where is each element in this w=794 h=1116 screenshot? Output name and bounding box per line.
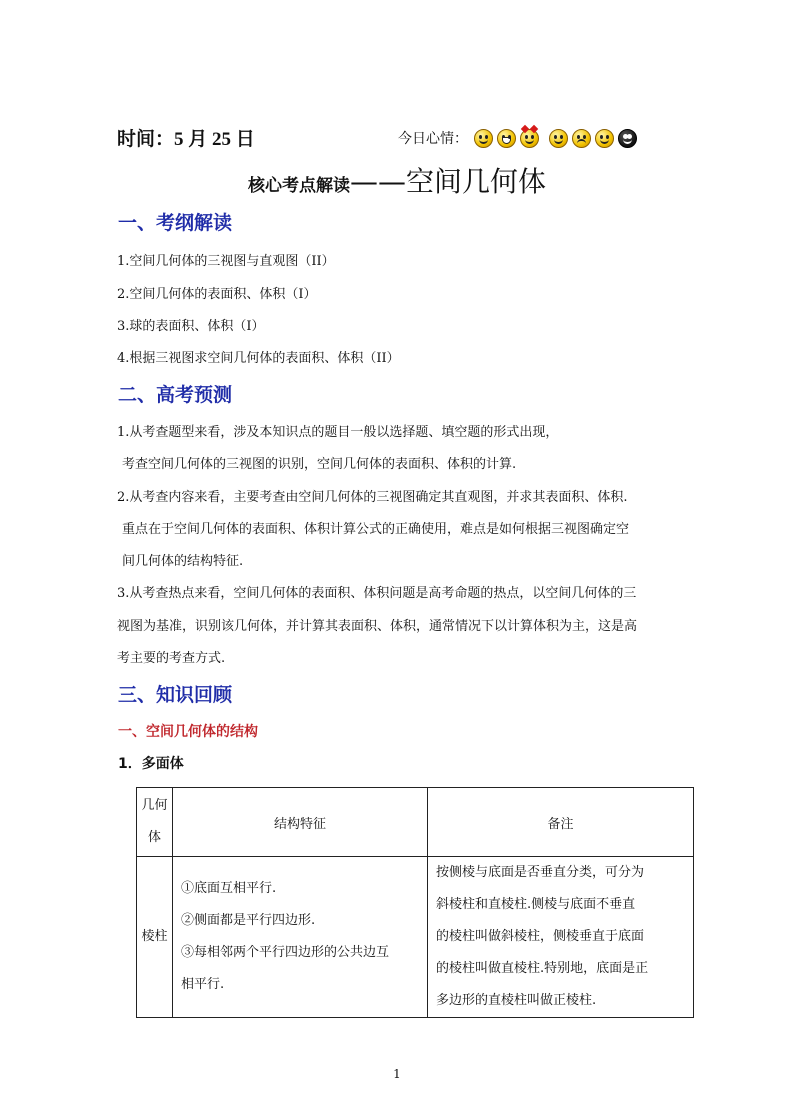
- syllabus-item: 3.球的表面积、体积（I）: [117, 319, 265, 334]
- header-cell-features: 结构特征: [173, 788, 428, 857]
- section-heading-2: 二、高考预测: [118, 384, 233, 406]
- date-text: 时间：5 月 25 日: [117, 129, 255, 150]
- subsubsection-heading: 1．多面体: [118, 756, 184, 772]
- prediction-line: 1.从考查题型来看，涉及本知识点的题目一般以选择题、填空题的形式出现，: [117, 425, 559, 440]
- think-face-icon: [549, 129, 568, 148]
- syllabus-item: 2.空间几何体的表面积、体积（I）: [117, 287, 317, 302]
- cell-features: [173, 857, 428, 1018]
- page-title: [0, 160, 794, 200]
- mood-row: [398, 128, 637, 148]
- subsection-heading: 一、空间几何体的结构: [118, 724, 258, 740]
- table-header-row: [137, 788, 694, 857]
- note-line: 按侧棱与底面是否垂直分类，可分为: [436, 865, 645, 880]
- cell-notes: [428, 857, 694, 1018]
- table-row: [137, 857, 694, 1018]
- page-number: 1: [393, 1067, 401, 1081]
- header-cell-solid: [137, 788, 173, 857]
- note-line: 的棱柱叫做直棱柱.特别地，底面是正: [436, 961, 649, 976]
- header-solid-line2: 体: [147, 830, 161, 845]
- feature-line: ③每相邻两个平行四边形的公共边互: [181, 945, 390, 960]
- section-heading-1: 一、考纲解读: [118, 212, 233, 234]
- prediction-line: 考主要的考查方式.: [117, 651, 226, 666]
- header-solid-line1: 几何: [141, 798, 168, 813]
- grin-face-icon: [497, 129, 516, 148]
- prediction-line: 重点在于空间几何体的表面积、体积计算公式的正确使用，难点是如何根据三视图确定空: [122, 522, 630, 537]
- note-line: 的棱柱叫做斜棱柱，侧棱垂直于底面: [436, 929, 645, 944]
- polyhedron-table: [136, 787, 694, 1018]
- prediction-line: 3.从考查热点来看，空间几何体的表面积、体积问题是高考命题的热点，以空间几何体的三: [117, 586, 637, 601]
- smirk-face-icon: [595, 129, 614, 148]
- cry-face-icon: [572, 129, 591, 148]
- title-dash: ——: [349, 165, 406, 198]
- title-main: 空间几何体: [405, 165, 546, 198]
- mood-label: 今日心情：: [398, 131, 468, 147]
- syllabus-item: 4.根据三视图求空间几何体的表面积、体积（II）: [117, 351, 400, 366]
- prediction-line: 视图为基准，识别该几何体，并计算其表面积、体积，通常情况下以计算体积为主，这是高: [117, 619, 638, 634]
- section-heading-3: 三、知识回顾: [118, 684, 233, 706]
- feature-line: ①底面互相平行.: [181, 881, 277, 896]
- cell-solid-name: 棱柱: [137, 857, 173, 1018]
- devil-face-icon: [520, 129, 539, 148]
- feature-line: ②侧面都是平行四边形.: [181, 913, 316, 928]
- header-cell-notes: 备注: [428, 788, 694, 857]
- prediction-line: 间几何体的结构特征.: [122, 554, 244, 569]
- note-line: 斜棱柱和直棱柱.侧棱与底面不垂直: [436, 897, 636, 912]
- smile-face-icon: [474, 129, 493, 148]
- dark-face-icon: [618, 129, 637, 148]
- note-line: 多边形的直棱柱叫做正棱柱.: [436, 993, 597, 1008]
- prediction-line: 考查空间几何体的三视图的识别，空间几何体的表面积、体积的计算.: [122, 457, 517, 472]
- prediction-line: 2.从考查内容来看，主要考查由空间几何体的三视图确定其直观图，并求其表面积、体积.: [117, 490, 628, 505]
- feature-line: 相平行.: [181, 977, 225, 992]
- title-prefix: 核心考点解读: [247, 176, 350, 196]
- syllabus-item: 1.空间几何体的三视图与直观图（II）: [117, 254, 335, 269]
